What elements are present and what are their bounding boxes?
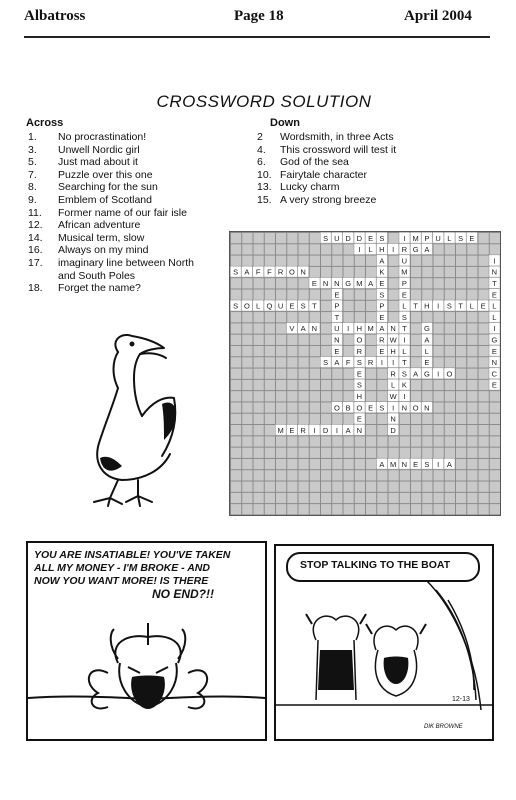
grid-letter: T [334, 312, 340, 322]
grid-letter: G [491, 335, 498, 345]
grid-letter: N [491, 267, 498, 277]
clue-text: African adventure [58, 219, 141, 232]
grid-letter: T [492, 279, 497, 288]
grid-letter: S [401, 369, 407, 379]
grid-letter: W [389, 392, 397, 401]
grid-letter: E [379, 346, 385, 356]
clue-text: Searching for the sun [58, 181, 158, 194]
grid-letter: A [379, 256, 385, 266]
grid-letter: N [491, 358, 498, 368]
grid-letter: V [289, 324, 295, 334]
grid-letter: S [356, 358, 362, 368]
grid-letter: L [402, 301, 407, 311]
grid-letter: A [379, 459, 385, 469]
grid-letter: M [367, 324, 374, 334]
grid-letter: T [402, 324, 407, 334]
grid-letter: E [491, 380, 497, 390]
grid-letter: E [491, 290, 497, 300]
grid-letter: I [335, 425, 338, 435]
clue-number: 9. [28, 194, 37, 206]
grid-letter: R [379, 335, 385, 345]
grid-letter: T [312, 301, 317, 311]
grid-letter: P [334, 301, 340, 311]
grid-letter: D [345, 233, 351, 243]
grid-letter: G [423, 324, 430, 334]
crossword-grid [229, 231, 501, 516]
grid-letter: I [313, 425, 316, 435]
grid-letter: A [424, 245, 430, 255]
page-header [24, 8, 489, 30]
grid-letter: N [334, 279, 340, 288]
clue-number: 3. [28, 143, 37, 156]
grid-letter: O [333, 403, 340, 413]
grid-letter: S [379, 403, 385, 413]
grid-letter: S [379, 290, 385, 300]
grid-letter: E [424, 358, 430, 368]
clue-text: Fairytale character [280, 168, 367, 181]
grid-letter: S [356, 380, 362, 390]
cartoon-date: 12-13 [452, 696, 470, 703]
grid-letter: M [401, 267, 408, 277]
grid-letter: S [401, 312, 407, 322]
publication-name: Albatross [24, 8, 86, 24]
grid-letter: A [446, 459, 452, 469]
clue-number: 11. [28, 206, 42, 219]
grid-letter: L [447, 233, 452, 243]
grid-letter: S [424, 459, 430, 469]
clue-text: Lucky charm [280, 181, 340, 194]
issue-date: April 2004 [404, 8, 472, 24]
clue-text: Forget the name? [58, 282, 141, 295]
grid-letter: P [379, 301, 385, 311]
clue-text: Musical term, slow [58, 231, 145, 244]
clue-number: 10. [257, 168, 272, 181]
grid-letter: U [334, 324, 340, 334]
grid-letter: L [256, 301, 261, 311]
speech-line-4: NO END?!! [152, 587, 214, 601]
grid-letter: A [424, 335, 430, 345]
cartoon-panel-left [26, 541, 267, 741]
clue-number: 16. [28, 244, 43, 257]
grid-letter: I [403, 392, 406, 401]
clue-number: 5. [28, 156, 37, 169]
clue-text: Emblem of Scotland [58, 194, 152, 206]
clue-text: This crossword will test it [280, 143, 397, 156]
grid-letter: R [401, 245, 408, 255]
grid-letter: I [358, 245, 361, 255]
grid-letter: N [401, 459, 408, 469]
grid-letter: E [356, 369, 362, 379]
grid-letter: O [412, 403, 419, 413]
grid-letter: I [437, 459, 440, 469]
grid-letter: E [480, 301, 486, 311]
grid-letter: T [413, 301, 418, 311]
grid-letter: N [334, 335, 340, 345]
albatross-illustration [60, 330, 190, 515]
clue-number: 15. [257, 194, 272, 206]
grid-letter: E [334, 346, 340, 356]
grid-letter: I [392, 403, 395, 413]
header-rule [24, 36, 490, 38]
grid-letter: F [255, 267, 261, 277]
cartoon-panel-right [274, 544, 494, 741]
grid-letter: O [356, 403, 363, 413]
clue-text: Unwell Nordic girl [58, 143, 140, 156]
page-number: Page 18 [234, 8, 284, 24]
grid-letter: N [322, 279, 329, 288]
grid-letter: E [413, 459, 419, 469]
grid-letter: T [458, 301, 463, 311]
grid-letter: S [446, 301, 452, 311]
clue-text: Wordsmith, in three Acts [280, 131, 394, 143]
grid-letter: S [458, 233, 464, 243]
grid-letter: S [233, 301, 239, 311]
clue-number: 18. [28, 282, 43, 295]
vikings-boat-drawing [276, 580, 492, 739]
grid-letter: S [233, 267, 239, 277]
grid-letter: O [356, 335, 363, 345]
clue-number: 8. [28, 181, 37, 194]
clue-text: and South Poles [58, 269, 136, 282]
grid-letter: H [424, 301, 430, 311]
grid-letter: U [435, 233, 441, 243]
grid-letter: L [402, 346, 407, 356]
grid-letter: F [267, 267, 272, 277]
grid-letter: A [334, 358, 340, 368]
speech-bubble-text: STOP TALKING TO THE BOAT [300, 559, 451, 571]
clue-number: 13. [257, 181, 272, 194]
grid-letter: N [401, 403, 408, 413]
grid-letter: D [390, 425, 396, 435]
clue-text: Just mad about it [58, 156, 138, 169]
grid-letter: R [390, 369, 396, 379]
grid-letter: B [345, 403, 351, 413]
clue-number: 17. [28, 257, 43, 269]
grid-letter: K [401, 380, 407, 390]
grid-letter: A [379, 324, 385, 334]
grid-letter: R [277, 267, 284, 277]
clue-text: No procrastination! [58, 131, 147, 143]
clue-text: Puzzle over this one [58, 168, 153, 181]
grid-letter: I [347, 324, 350, 334]
grid-letter: E [469, 233, 475, 243]
grid-letter: O [288, 267, 295, 277]
grid-letter: R [367, 358, 374, 368]
grid-letter: R [300, 425, 306, 435]
grid-letter: C [491, 369, 498, 379]
speech-line-2: ALL MY MONEY - I'M BROKE - AND [34, 562, 210, 574]
clue-text: Former name of our fair isle [58, 206, 187, 219]
grid-letter: L [424, 346, 429, 356]
down-heading: Down [270, 117, 300, 129]
grid-letter: S [300, 301, 306, 311]
grid-letter: Q [266, 301, 273, 311]
grid-letter: A [368, 279, 374, 288]
grid-letter: I [493, 324, 496, 334]
grid-letter: N [300, 267, 306, 277]
clue-number: 7. [28, 168, 37, 181]
grid-letter: R [356, 346, 363, 356]
clue-text: Always on my mind [58, 244, 149, 257]
grid-letter: U [334, 233, 340, 243]
grid-letter: I [437, 369, 440, 379]
grid-letter: G [412, 245, 419, 255]
grid-letter: N [390, 414, 396, 424]
clue-number: 14. [28, 231, 43, 244]
grid-letter: F [345, 358, 351, 368]
artist-signature: DIK BROWNE [424, 724, 463, 730]
grid-letter: S [323, 233, 329, 243]
grid-letter: T [402, 358, 407, 368]
grid-letter: A [244, 267, 250, 277]
clue-text: imaginary line between North [58, 257, 194, 269]
grid-letter: E [368, 403, 374, 413]
grid-letter: E [289, 301, 295, 311]
speech-line-1: YOU ARE INSATIABLE! YOU'VE TAKEN [34, 549, 231, 561]
viking-cartoon-drawing [28, 603, 265, 739]
grid-letter: N [390, 324, 396, 334]
grid-letter: L [492, 312, 497, 322]
grid-letter: M [356, 279, 363, 288]
clue-number: 2 [257, 131, 263, 143]
clue-text: A very strong breeze [280, 194, 377, 206]
grid-letter: I [380, 358, 383, 368]
clue-text: God of the sea [280, 156, 349, 169]
grid-letter: L [391, 380, 396, 390]
grid-letter: A [413, 369, 419, 379]
crossword-solution-letters [230, 232, 500, 515]
grid-letter: N [356, 425, 363, 435]
grid-letter: M [412, 233, 419, 243]
grid-letter: D [322, 425, 329, 435]
grid-letter: A [300, 324, 306, 334]
grid-letter: P [401, 279, 407, 288]
grid-letter: E [356, 414, 362, 424]
grid-letter: E [491, 346, 497, 356]
grid-letter: O [446, 369, 453, 379]
grid-letter: M [390, 459, 397, 469]
grid-letter: N [424, 403, 430, 413]
grid-letter: L [492, 301, 497, 311]
grid-letter: I [437, 301, 440, 311]
grid-letter: U [401, 256, 408, 266]
grid-letter: E [379, 279, 385, 288]
grid-letter: U [277, 301, 284, 311]
grid-letter: S [323, 358, 329, 368]
grid-letter: E [311, 279, 317, 288]
across-heading: Across [26, 117, 64, 129]
clue-number: 6. [257, 156, 266, 169]
grid-letter: I [392, 358, 395, 368]
grid-letter: L [368, 245, 373, 255]
grid-letter: L [469, 301, 474, 311]
grid-letter: W [389, 335, 397, 345]
grid-letter: H [390, 346, 396, 356]
grid-letter: A [345, 425, 351, 435]
grid-letter: K [379, 267, 385, 277]
grid-letter: O [243, 301, 250, 311]
grid-letter: I [392, 245, 395, 255]
grid-letter: S [379, 233, 385, 243]
clue-number: 12. [28, 219, 43, 232]
grid-letter: E [289, 425, 295, 435]
clue-number: 4. [257, 143, 266, 156]
grid-letter: M [277, 425, 284, 435]
grid-letter: E [368, 233, 374, 243]
grid-letter: G [423, 369, 430, 379]
grid-letter: I [403, 335, 406, 345]
clue-number: 1. [28, 131, 37, 143]
page-title: CROSSWORD SOLUTION [156, 92, 372, 111]
grid-letter: H [356, 392, 363, 401]
grid-letter: H [356, 324, 363, 334]
grid-letter: E [379, 312, 385, 322]
grid-letter: H [379, 245, 385, 255]
grid-letter: P [424, 233, 430, 243]
grid-credit: . [235, 516, 237, 522]
grid-letter: I [403, 233, 406, 243]
grid-letter: E [401, 290, 407, 300]
grid-letter: G [345, 279, 352, 288]
grid-letter: D [356, 233, 363, 243]
grid-letter: E [334, 290, 340, 300]
grid-letter: I [493, 256, 496, 266]
grid-letter: N [311, 324, 318, 334]
speech-line-3: NOW YOU WANT MORE! IS THERE [34, 575, 209, 587]
